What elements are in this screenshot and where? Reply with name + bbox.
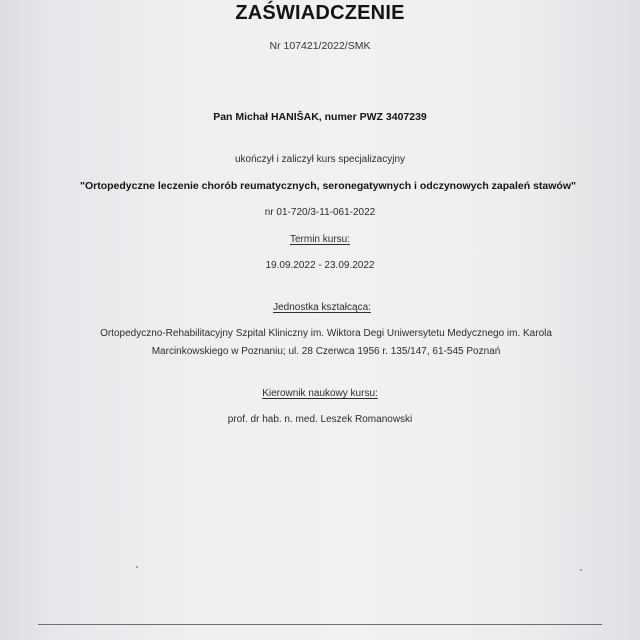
- training-unit-name: Ortopedyczno-Rehabilitacyjny Szpital Kliniczny im. Wiktora Degi Uniwersytetu Medycznego im. Karola: [100, 328, 552, 339]
- paper-speck: [136, 566, 138, 568]
- document-title: ZAŚWIADCZENIE: [235, 2, 405, 24]
- completion-statement: ukończył i zaliczył kurs specjalizacyjny: [234, 154, 406, 165]
- term-label-text: Termin kursu:: [289, 234, 350, 245]
- paper-speck: [580, 569, 582, 571]
- course-head-label-text: Kierownik naukowy kursu:: [262, 388, 378, 399]
- training-unit-label: [2, 302, 640, 313]
- term-dates: 19.09.2022 - 23.09.2022: [265, 260, 375, 271]
- course-head-name: prof. dr hab. n. med. Leszek Romanowski: [227, 414, 413, 425]
- course-number: nr 01-720/3-11-061-2022: [264, 207, 376, 218]
- training-unit-address: Marcinkowskiego w Poznaniu; ul. 28 Czerwca 1956 r. 135/147, 61-545 Poznań: [151, 346, 501, 357]
- recipient-line: Pan Michał HANIŠAK, numer PWZ 3407239: [213, 111, 427, 123]
- training-unit-label-text: Jednostka kształcąca:: [273, 302, 371, 313]
- document-number: Nr 107421/2022/SMK: [269, 40, 371, 52]
- bottom-divider: [38, 624, 602, 625]
- course-head-label: [0, 388, 640, 399]
- course-title: "Ortopedyczne leczenie chorób reumatycznych, seronegatywnych i odczynowych zapaleń stawów": [79, 180, 576, 192]
- term-label: [0, 234, 640, 245]
